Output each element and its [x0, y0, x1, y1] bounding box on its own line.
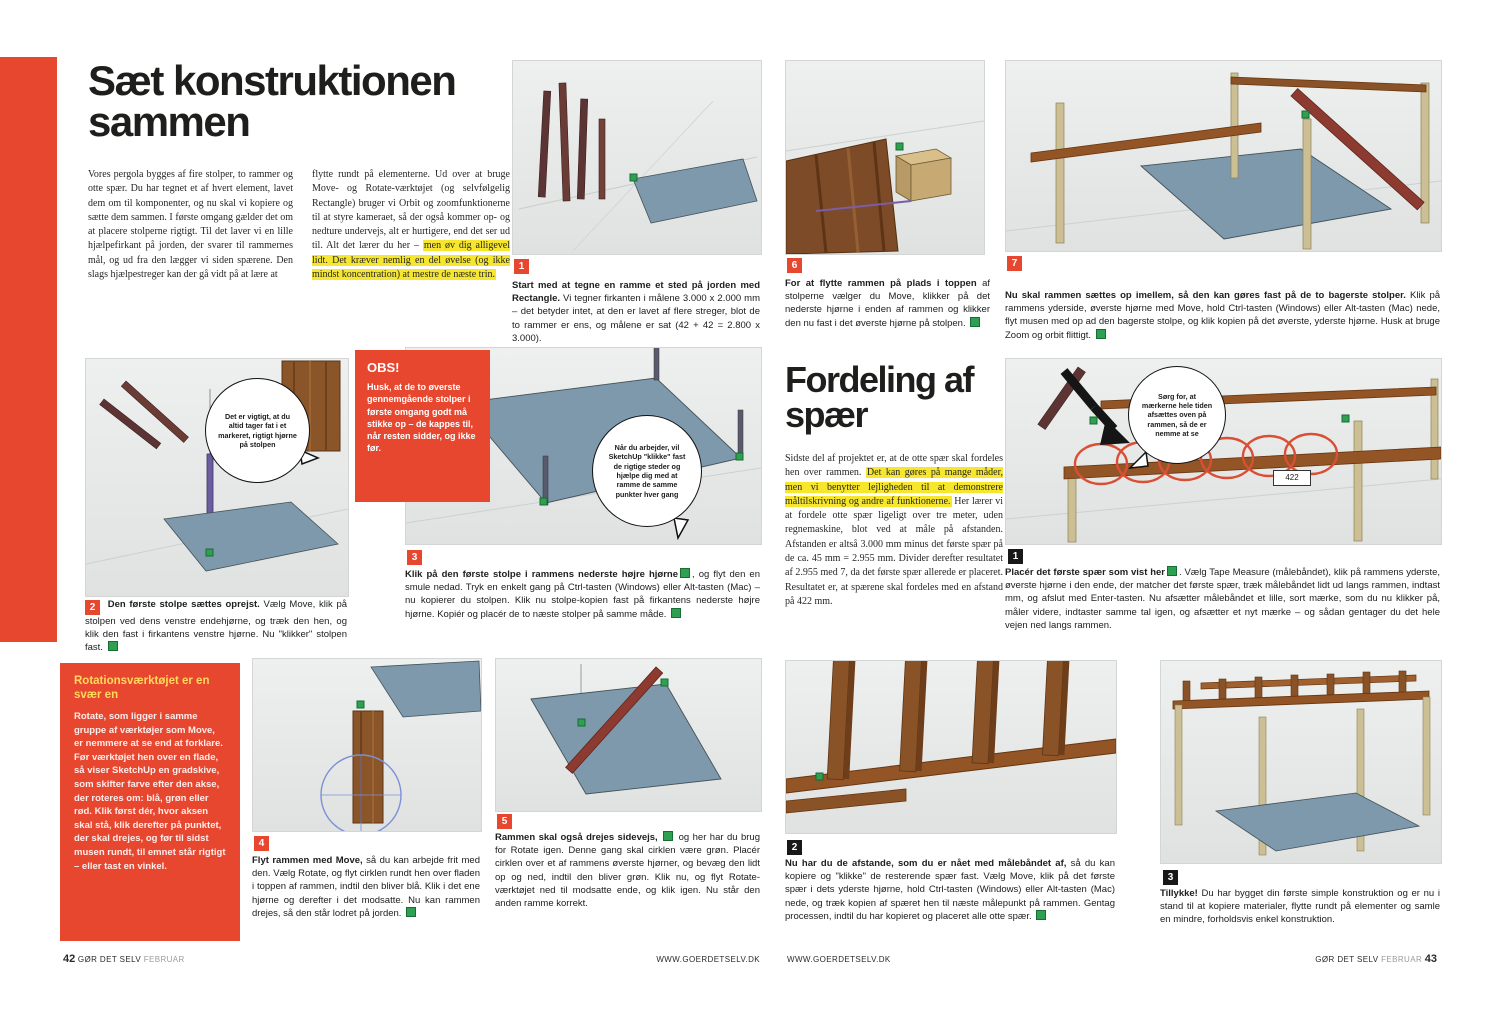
spread-step-2-caption — [785, 857, 1115, 923]
step-2-caption — [85, 598, 347, 655]
intro-column-1: Vores pergola bygges af fire stolper, to rammer og otte spær. Du har tegnet et af hvert element, lavet dem om til komponenter, og nu skal vi kopiere og sætte dem sammen. I første omgang gælder det om at placere stolperne rigtigt. Til det laver vi en lille hjælpefirkant på jorden, der svarer til rammernes mål, og ud fra den lægger vi siden spærene. Den slags hjælpestreger kan der gå vidt på at lære at — [88, 169, 293, 281]
spread-step-1-caption — [1005, 566, 1440, 632]
finished-pergola-figure — [1160, 660, 1442, 864]
footer-left — [63, 953, 185, 965]
footer-site-left: WWW.GOERDETSELV.DK — [656, 955, 760, 964]
inference-marker-icon — [1167, 566, 1177, 576]
step-1-figure — [512, 60, 762, 255]
rafters-figure — [785, 660, 1117, 834]
post — [1056, 103, 1064, 243]
step-5-figure — [495, 658, 762, 812]
rafter — [972, 661, 1000, 764]
inference-marker-icon — [970, 317, 980, 327]
spread-step-1-caption-lead: Placér det første spær som vist her — [1005, 567, 1165, 578]
wood-plank — [353, 711, 383, 823]
step-7-caption-lead: Nu skal rammen sættes op imellem, så den kan gøres fast på de to bagerste stolper. — [1005, 290, 1406, 301]
speech-bubble-3-tail — [1128, 452, 1150, 472]
step-5-badge: 5 — [497, 814, 512, 829]
speech-bubble-2-tail — [672, 518, 692, 540]
inference-marker-icon — [108, 641, 118, 651]
section-intro-post: Her lærer vi at fordele otte spær ligeligt over tre meter, uden regnemaskine, blot ved at måle på afstanden. Afstanden er altså 3.000 mm minus det første spær på de ca. 45 mm = 2.955 mm. Divider derefter resultatet af 2.955 med 7, da det første spær allerede er placeret. Resultatet er, at spærene skal fordeles med en afstand på 422 mm. — [785, 495, 1003, 607]
step-5-caption-rest: og her har du brug for Rotate igen. Denne gang skal cirklen være grøn. Placér cirklen over et af rammens øverste hjørner, og bevæg den lidt op og ned, indtil den bliver grøn. Klik nu, og flyt Rotate-værktøjet ned til modsatte ende, og klik igen. Nu står den anden ramme korrekt. — [495, 832, 761, 910]
left-margin-strip — [0, 57, 57, 642]
rear-beam — [1231, 77, 1426, 92]
speech-bubble-1: Det er vigtigt, at du altid tager fat i et markeret, rigtigt hjørne på stolpen — [205, 378, 310, 483]
inference-marker-icon — [1036, 910, 1046, 920]
brand-name: GØR DET SELV — [1315, 955, 1379, 964]
step-4-caption-rest: så du kan arbejde frit med den. Vælg Rotate, og flyt cirklen rundt hen over fladen i toppen af rammen, indtil den bliver blå. Klik i det ene hjørne og derefter i det modsatte. Nu kan rammen drejes, så den står lodret på jorden. — [252, 855, 480, 919]
inference-marker-icon — [406, 907, 416, 917]
ground-plane — [1141, 149, 1391, 239]
rear-beam — [1201, 675, 1416, 689]
dark-post — [1038, 367, 1086, 430]
intro-col2-text: flytte rundt på elementerne. Ud over at bruge Move- og Rotate-værktøjet (og selvfølgelig Rectangle) bruger vi Orbit og zoomfunktionerne til at styre kameraet, så der også kommer op- og nedture undervejs, alt er hurtigere, end det ser ud til. Alt det lærer du her – — [312, 169, 510, 252]
post — [1068, 474, 1076, 542]
section-intro — [785, 452, 1003, 647]
step-1-caption — [512, 279, 760, 345]
step-3-caption-rest: , og flyt den en smule nedad. Tryk en enkelt gang på Ctrl-tasten (Windows) eller Alt-tasten (Mac) – nu kopierer du stolpen. Klik nu stolpe-kopien fast på firkantens nederste højre hjørne. Kopiér og placér de to næste stolper på samme måde. — [405, 569, 760, 620]
page-number-left: 42 — [63, 953, 76, 965]
brand-name: GØR DET SELV — [77, 955, 142, 964]
beam-end-box — [896, 149, 951, 201]
step-6-badge: 6 — [787, 258, 802, 273]
inference-marker-icon — [671, 608, 681, 618]
step-4-caption-lead: Flyt rammen med Move, — [252, 855, 363, 866]
ground-plane — [633, 159, 757, 223]
step-7-caption — [1005, 289, 1440, 342]
obs-box — [355, 350, 490, 502]
obs-title: OBS! — [367, 360, 400, 375]
section-intro-pre: Sidste del af projektet er, at de otte spær skal fordeles hen over rammen. — [785, 453, 1003, 479]
spread-step-2-badge: 2 — [787, 840, 802, 855]
ground-plane — [164, 502, 338, 571]
post — [1175, 705, 1182, 825]
rafter — [900, 661, 928, 772]
issue-name: FEBRUAR — [1381, 955, 1423, 964]
section-heading: Fordeling af spær — [785, 359, 973, 436]
issue-name: FEBRUAR — [143, 955, 185, 964]
step-3-caption — [405, 568, 760, 621]
post — [1303, 119, 1311, 249]
tool-box-heading: Rotationsværktøjet er en svær en — [74, 675, 210, 701]
front-beam — [1173, 691, 1429, 709]
rafter — [1042, 661, 1070, 756]
tape-measure-figure — [1005, 358, 1442, 545]
section-intro-highlight: Det kan gøres på mange måder, men vi benytter lejligheden til at demonstrere måltilskrivning og andre af funktionerne. — [785, 467, 1003, 507]
step-5-caption-lead: Rammen skal også drejes sidevejs, — [495, 832, 658, 843]
rafter — [827, 661, 856, 780]
step-5-caption — [495, 831, 760, 910]
post — [1231, 73, 1238, 178]
step-6-caption-rest: af stolperne vælger du Move, klikker på det nederste hjørne i enden af rammen og klikker den nu fast i det øverste hjørne på stolpen. — [785, 278, 990, 329]
step-7-badge: 7 — [1007, 256, 1022, 271]
ground-plane — [371, 661, 481, 717]
step-2-caption-rest: Vælg Move, klik på stolpen ved dens venstre endehjørne, og træk den hen, og klik den fast i firkantens venstre hjørne. Nu "klikker" stolpen fast. — [85, 599, 348, 654]
step-2-badge: 2 — [85, 600, 100, 615]
step-2-caption-lead: Den første stolpe sættes oprejst. — [107, 599, 260, 610]
spread-step-2-caption-rest: så du kan kopiere og "klikke" de resterende spær fast. Vælg Move, klik på det første spær i dets yderste hjørne, hold Ctrl-tasten (Windows) eller Alt-tasten (Mac) nede, og træk kopien af spæret hen til næste målepunkt på rammen. Gentag processen, indtil du har kopieret og placeret alle otte spær. — [785, 858, 1115, 922]
page-number-right: 43 — [1424, 953, 1437, 965]
footer-site-right: WWW.GOERDETSELV.DK — [787, 955, 891, 964]
step-2-figure — [85, 358, 349, 597]
step-4-caption — [252, 854, 480, 920]
step-7-caption-rest: Klik på rammens yderside, øverste hjørne med Move, hold Ctrl-tasten (Windows) eller Alt-tasten (Mac) nede, flyt musen med op ad den bagerste stolpe, og klik kopien på det øverste, yderste hjørne. Husk at bruge Zoom og orbit flittigt. — [1005, 290, 1441, 341]
measurement-label: 422 — [1273, 470, 1311, 486]
intro-column-2 — [312, 168, 510, 363]
speech-bubble-3: Sørg for, at mærkerne hele tiden afsættes oven på rammen, så de er nemme at se — [1128, 366, 1226, 464]
spread-step-3-caption — [1160, 887, 1440, 927]
intro-col2-highlight: men øv dig alligevel lidt. Det kræver nemlig en del øvelse (og ikke mindst koncentration) at mestre de næste trin. — [312, 240, 510, 281]
step-3-badge: 3 — [407, 550, 422, 565]
spread-step-1-badge: 1 — [1008, 549, 1023, 564]
spread-step-2-caption-lead: Nu har du de afstande, som du er nået med målebåndet af, — [785, 858, 1067, 869]
tool-box-body: Rotate, som ligger i samme gruppe af værktøjer som Move, er nemmere at se end at forklare. Før værktøjet hen over en flade, så viser SketchUp en gradskive, som skifter farve efter den akse, der roteres om: blå, grøn eller rød. Klik først dér, hvor aksen skal stå, klik derefter på punktet, der skal drejes, og før til sidst musen rundt, til emnet står rigtigt – eller tast en vinkel. — [74, 711, 226, 872]
inference-marker-icon — [1096, 329, 1106, 339]
footer-right — [1280, 953, 1437, 965]
step-3-caption-lead: Klik på den første stolpe i rammens nederste højre hjørne — [405, 569, 679, 580]
lower-beam — [786, 789, 906, 813]
step-1-badge: 1 — [514, 259, 529, 274]
step-7-figure — [1005, 60, 1442, 252]
spread-step-3-caption-rest: Du har bygget din første simple konstruktion og er nu i stand til at kopiere materialer, flytte rundt på elementer og samle en mindre, forholdsvis enkel konstruktion. — [1160, 888, 1440, 926]
step-4-figure — [252, 658, 482, 832]
post — [1354, 421, 1362, 541]
wood-panel — [786, 139, 898, 254]
ground-plane — [1216, 793, 1419, 851]
step-6-figure — [785, 60, 985, 255]
obs-body: Husk, at de to øverste gennemgående stolper i første omgang godt må stikke op – de kappes til, når resten sidder, og ikke før. — [367, 382, 476, 454]
spread-step-3-caption-lead: Tillykke! — [1160, 888, 1198, 899]
step-6-caption-lead: For at flytte rammen på plads i toppen — [785, 278, 977, 289]
step-6-caption — [785, 277, 990, 330]
rotate-tool-box — [60, 663, 240, 941]
step-1-caption-lead: Start med at tegne en ramme et sted på jorden med Rectangle. — [512, 280, 760, 305]
speech-bubble-2: Når du arbejder, vil SketchUp "klikke" fast de rigtige steder og hjælpe dig med at ramme de samme punkter hver gang — [592, 415, 702, 527]
spread-step-3-badge: 3 — [1163, 870, 1178, 885]
spread-step-1-caption-rest: . Vælg Tape Measure (målebåndet), klik på rammens yderste, øverste hjørne i den ende, der matcher det første spær, træk målebåndet lidt ud langs rammen, indtast mm, og afslut med Enter-tasten. Nu afsætter målebåndet et lille, sort mærke, som du nu klikker på, måler videre, indtaster samme tal igen, og afsætter et nyt mærke – og sådan gentager du det hele vejen ned langs rammen. — [1005, 567, 1441, 631]
step-4-badge: 4 — [254, 836, 269, 851]
page-title: Sæt konstruktionen sammen — [88, 57, 456, 146]
inference-marker-icon — [663, 831, 673, 841]
inference-marker-icon — [680, 568, 690, 578]
step-1-caption-rest: Vi tegner firkanten i målene 3.000 x 2.000 mm – det betyder intet, at den er lavet af flere streger, blot de to rammer er ens, og målene er sat (42 + 42 = 2.800 x 3.000). — [512, 293, 761, 344]
front-beam — [1031, 123, 1261, 162]
post-shapes — [538, 83, 605, 201]
post — [1423, 697, 1430, 815]
